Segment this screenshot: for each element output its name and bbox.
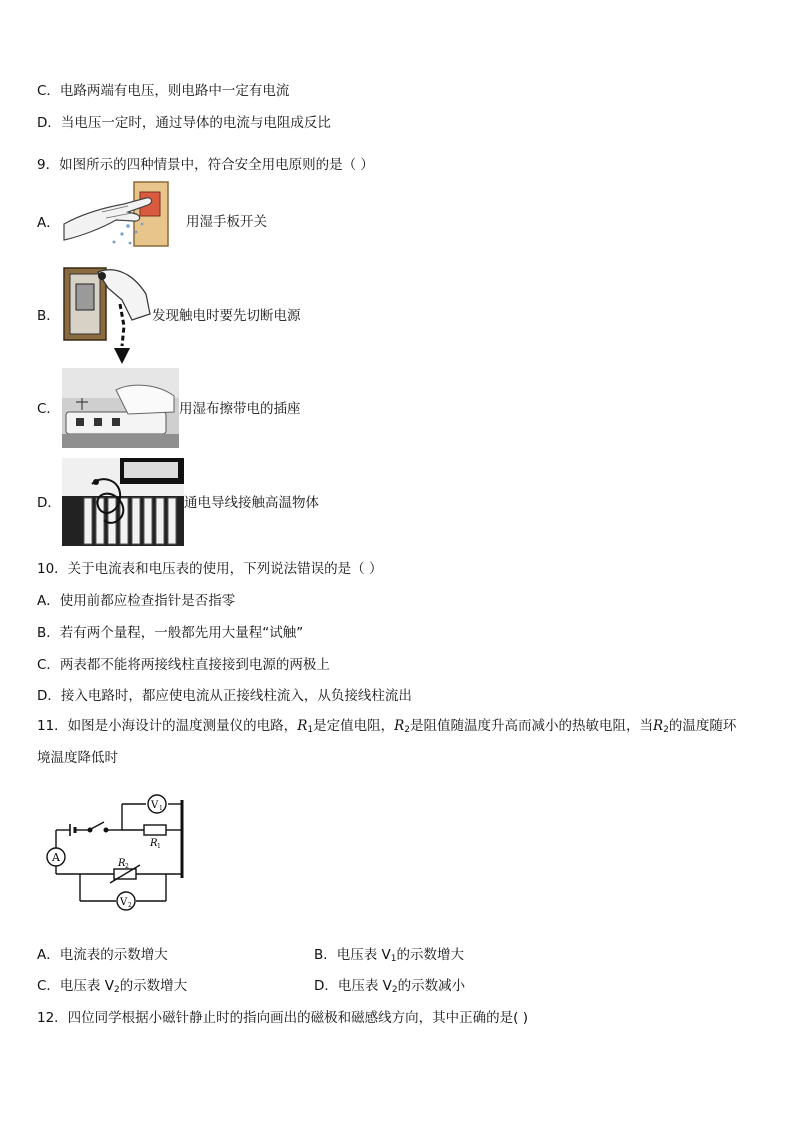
q9-option-d-caption: 通电导线接触高温物体 (184, 495, 319, 511)
v1-label: V (151, 800, 159, 811)
r2-label: R (118, 858, 126, 869)
q9-option-c-caption: 用湿布擦带电的插座 (179, 401, 301, 417)
q11-option-b: B．电压表 $V_1$的示数增大 (314, 947, 465, 964)
wet-hand-switch-image (62, 180, 172, 252)
q10-option-a: A．使用前都应检查指针是否指零 (37, 593, 236, 609)
q8-option-c: C．电路两端有电压，则电路中一定有电流 (37, 83, 290, 99)
q9-option-a-label: A． (37, 215, 60, 231)
q10-option-b: B．若有两个量程，一般都先用大量程“试触” (37, 625, 304, 641)
v1-subscript: 1 (159, 805, 163, 812)
q8-option-d: D．当电压一定时，通过导体的电流与电阻成反比 (37, 115, 331, 131)
q9-option-b-label: B． (37, 308, 60, 324)
q11-stem-line1: 11．如图是小海设计的温度测量仪的电路，$R_1$是定值电阻，$R_2$是阻值随温度升高而减小的热敏电阻，当$R_2$的温度随环 (37, 718, 737, 735)
q11-option-a: A．电流表的示数增大 (37, 947, 168, 963)
wire-heater-image (62, 458, 184, 546)
v2-subscript: 2 (128, 902, 132, 909)
r2-subscript: 2 (125, 863, 129, 870)
cut-power-image (62, 264, 152, 370)
q9-option-b-caption: 发现触电时要先切断电源 (152, 308, 301, 324)
wet-cloth-socket-image (62, 368, 179, 448)
q9-stem: 9．如图所示的四种情景中，符合安全用电原则的是（ ） (37, 157, 374, 173)
q9-option-d-label: D． (37, 495, 61, 511)
q9-option-c-label: C． (37, 401, 60, 417)
q11-option-d: D．电压表 $V_2$的示数减小 (314, 978, 466, 995)
r1-subscript: 1 (157, 843, 161, 850)
q11-stem-line2: 境温度降低时 (37, 750, 118, 766)
q10-option-c: C．两表都不能将两接线柱直接接到电源的两极上 (37, 657, 330, 673)
q10-option-d: D．接入电路时，都应使电流从正接线柱流入，从负接线柱流出 (37, 688, 412, 704)
q9-option-a-caption: 用湿手板开关 (186, 214, 267, 230)
circuit-diagram (40, 788, 200, 918)
v2-label: V (120, 897, 128, 908)
q11-option-c: C．电压表 $V_2$的示数增大 (37, 978, 188, 995)
ammeter-label: A (52, 851, 60, 864)
r1-label: R (150, 838, 158, 849)
q10-stem: 10．关于电流表和电压表的使用，下列说法错误的是（ ） (37, 561, 383, 577)
q12-stem: 12．四位同学根据小磁针静止时的指向画出的磁极和磁感线方向，其中正确的是( ) (37, 1010, 529, 1026)
